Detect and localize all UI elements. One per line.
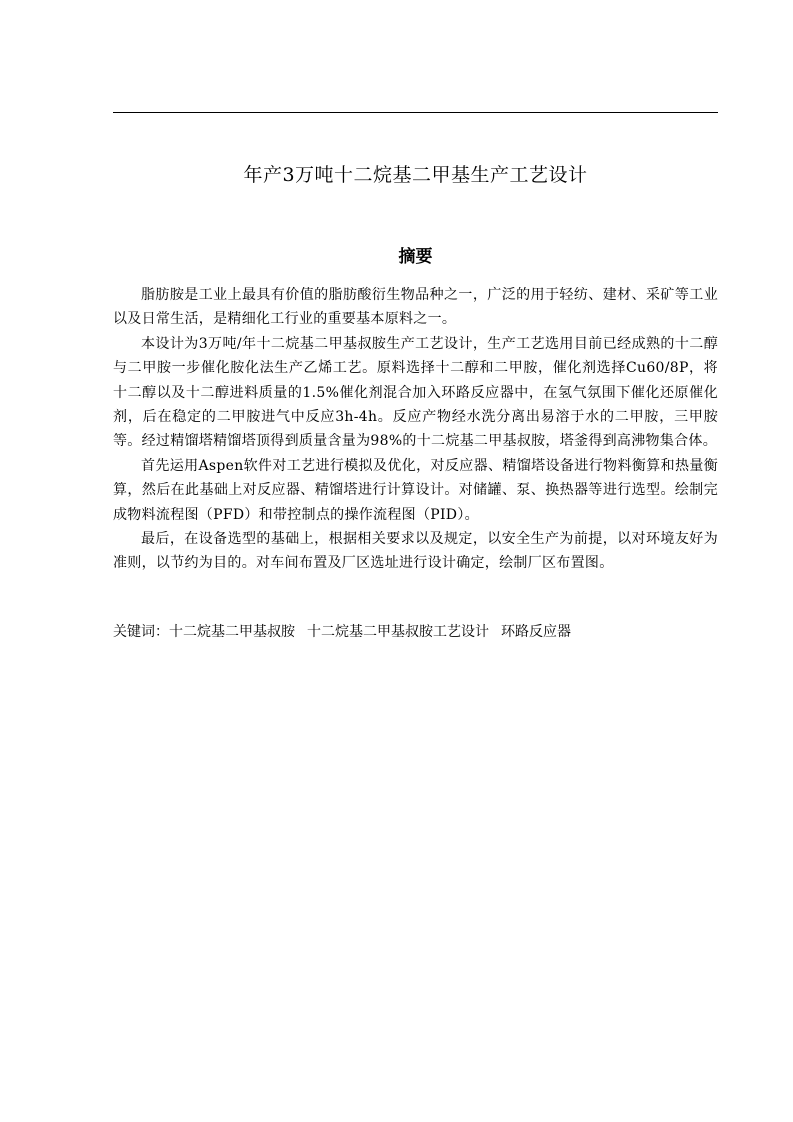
abstract-heading: 摘要	[398, 247, 433, 267]
keywords-line	[113, 620, 718, 644]
abstract-body	[113, 283, 718, 576]
abstract-paragraph: 首先运用Aspen软件对工艺进行模拟及优化，对反应器、精馏塔设备进行物料衡算和热量衡算，然后在此基础上对反应器、精馏塔进行计算设计。对储罐、泵、换热器等进行选型。绘制完成物料流程图（PFD）和带控制点的操作流程图（PID）。	[113, 457, 718, 523]
keyword: 十二烷基二甲基叔胺工艺设计	[307, 624, 489, 640]
abstract-paragraph: 脂肪胺是工业上最具有价值的脂肪酸衍生物品种之一，广泛的用于轻纺、建材、采矿等工业以及日常生活，是精细化工行业的重要基本原料之一。	[113, 287, 718, 328]
abstract-paragraph: 最后，在设备选型的基础上，根据相关要求以及规定，以安全生产为前提，以对环境友好为准则，以节约为目的。对车间布置及厂区选址进行设计确定，绘制厂区布置图。	[113, 531, 718, 572]
document-title: 年产3万吨十二烷基二甲基生产工艺设计	[243, 164, 588, 186]
keyword: 十二烷基二甲基叔胺	[169, 624, 295, 640]
abstract-paragraph: 本设计为3万吨/年十二烷基二甲基叔胺生产工艺设计，生产工艺选用目前已经成熟的十二醇与二甲胺一步催化胺化法生产乙烯工艺。原料选择十二醇和二甲胺，催化剂选择Cu60/8P，将十二醇以及十二醇进料质量的1.5%催化剂混合加入环路反应器中，在氢气氛围下催化还原催化剂，后在稳定的二甲胺进气中反应3h-4h。反应产物经水洗分离出易溶于水的二甲胺，三甲胺等。经过精馏塔精馏塔顶得到质量含量为98%的十二烷基二甲基叔胺，塔釜得到高沸物集合体。	[113, 335, 718, 450]
keywords-label: 关键词：	[113, 624, 169, 640]
keyword: 环路反应器	[501, 624, 571, 640]
header-rule	[113, 112, 718, 113]
